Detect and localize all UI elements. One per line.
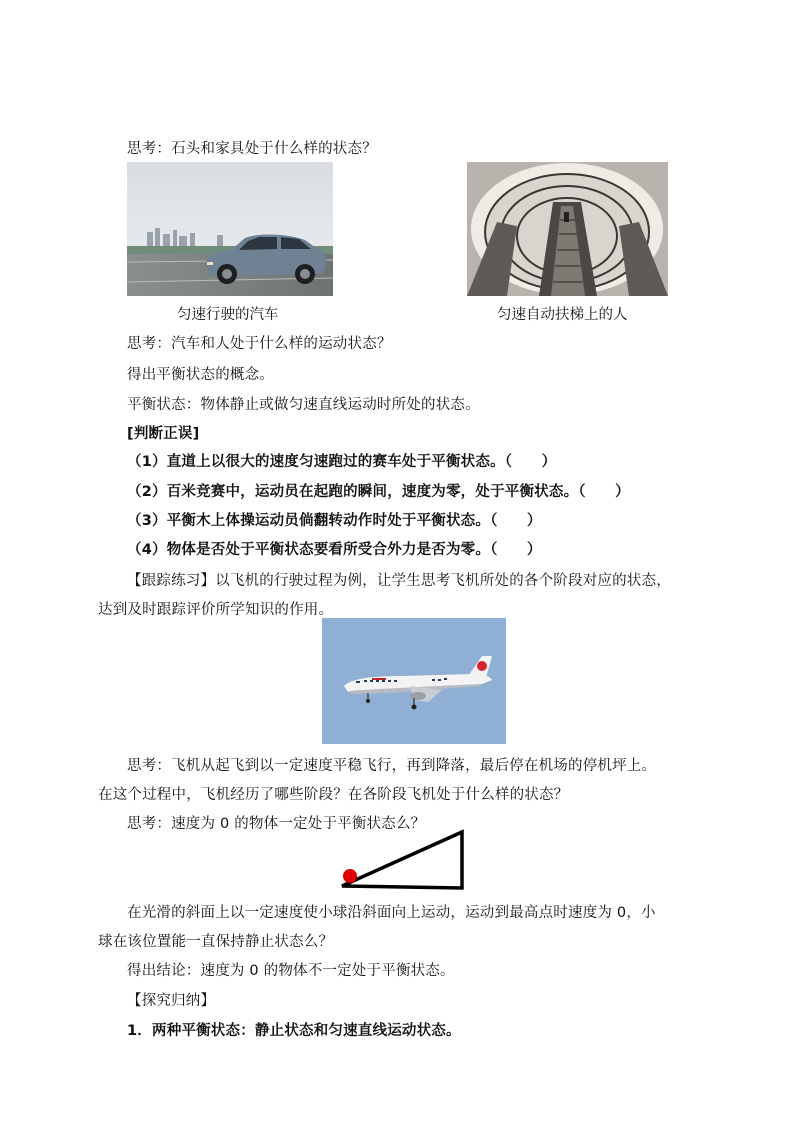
incline-diagram xyxy=(330,826,470,896)
follow-practice-line-1: 【跟踪练习】以飞机的行驶过程为例，让学生思考飞机所处的各个阶段对应的状态， xyxy=(127,573,671,589)
summary-item-1: 1．两种平衡状态：静止状态和匀速直线运动状态。 xyxy=(127,1023,461,1039)
caption-escalator: 匀速自动扶梯上的人 xyxy=(497,307,628,323)
definition-line: 平衡状态：物体静止或做匀速直线运动时所处的状态。 xyxy=(127,397,480,413)
car-photo xyxy=(127,162,333,296)
escalator-photo xyxy=(467,162,668,296)
question-stone-furniture: 思考：石头和家具处于什么样的状态？ xyxy=(127,141,377,157)
judge-heading: [判断正误] xyxy=(127,426,200,442)
question-motion-state: 思考：汽车和人处于什么样的运动状态？ xyxy=(127,336,392,352)
explore-heading: 【探究归纳】 xyxy=(127,993,216,1009)
question-airplane-line-2: 在这个过程中，飞机经历了哪些阶段？在各阶段飞机处于什么样的状态？ xyxy=(98,787,569,803)
slope-line-1: 在光滑的斜面上以一定速度使小球沿斜面向上运动，运动到最高点时速度为 0，小 xyxy=(127,905,656,921)
red-ball xyxy=(343,869,357,883)
judge-item-3: （3）平衡木上体操运动员倘翻转动作时处于平衡状态。（ ） xyxy=(127,513,542,529)
airplane-photo xyxy=(322,618,506,744)
judge-item-1: （1）直道上以很大的速度匀速跑过的赛车处于平衡状态。（ ） xyxy=(127,454,557,470)
question-airplane-line-1: 思考：飞机从起飞到以一定速度平稳飞行，再到降落，最后停在机场的停机坪上。 xyxy=(127,758,657,774)
question-zero-speed: 思考：速度为 0 的物体一定处于平衡状态么？ xyxy=(127,816,426,832)
follow-practice-line-2: 达到及时跟踪评价所学知识的作用。 xyxy=(98,602,334,618)
judge-item-4: （4）物体是否处于平衡状态要看所受合外力是否为零。（ ） xyxy=(127,542,542,558)
concept-line: 得出平衡状态的概念。 xyxy=(127,367,274,383)
slope-line-2: 球在该位置能一直保持静止状态么？ xyxy=(98,934,334,950)
caption-car: 匀速行驶的汽车 xyxy=(177,307,279,323)
conclusion-line: 得出结论：速度为 0 的物体不一定处于平衡状态。 xyxy=(127,963,455,979)
judge-item-2: （2）百米竞赛中，运动员在起跑的瞬间，速度为零，处于平衡状态。（ ） xyxy=(127,484,630,500)
